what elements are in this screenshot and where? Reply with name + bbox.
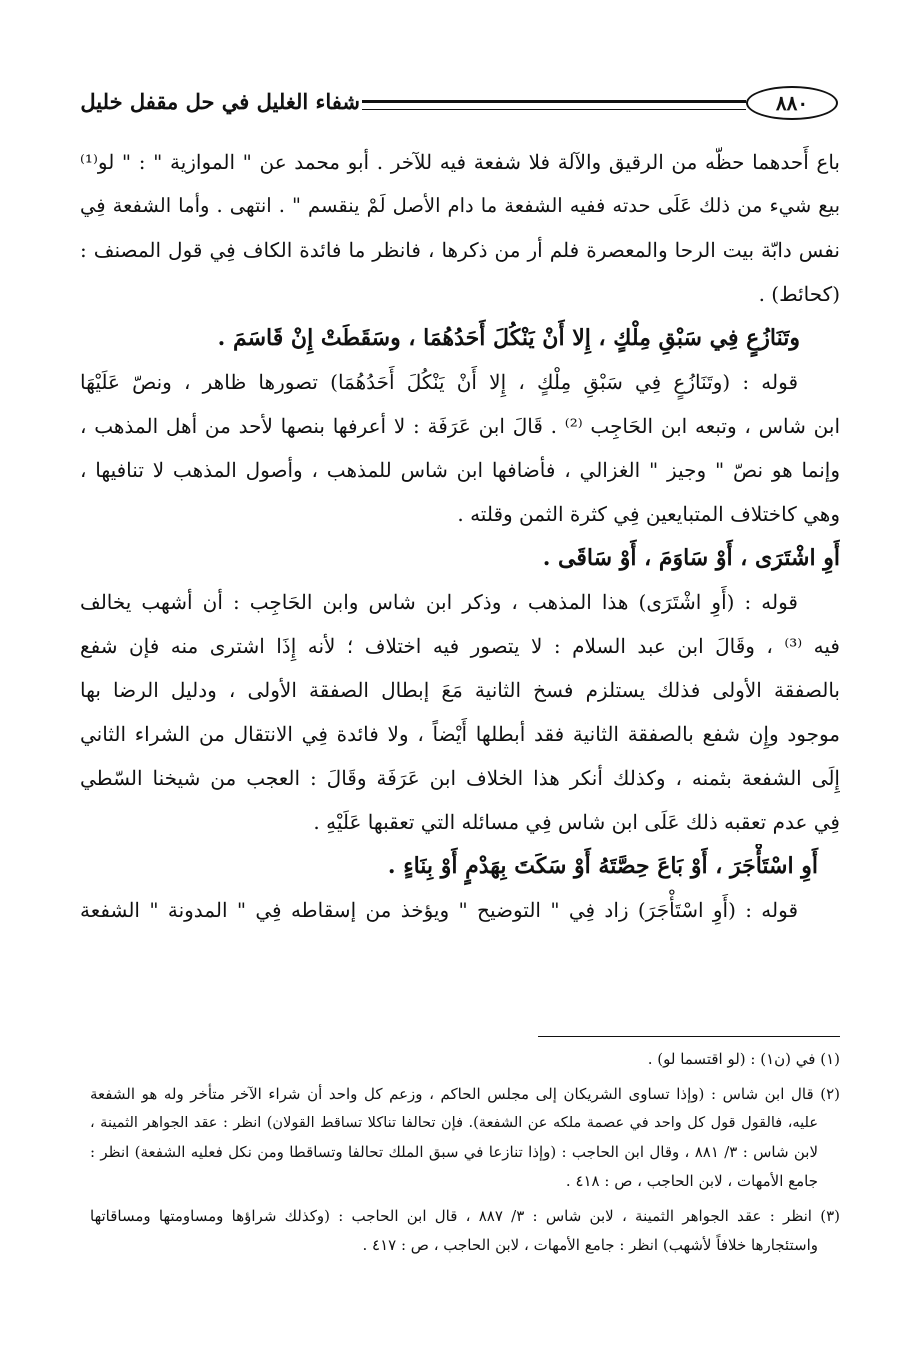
footnote-line: عليه، فالقول قول كل واحد في عصمة ملكه عن الشفعة). فإن تحالفا تناكلا تساقط القولان) انظر : عقد الجواهر الثمينة ، <box>90 1115 818 1131</box>
text-line: قوله : (أَوِ اسْتَأْجَرَ) زاد فِي " التوضيح " ويؤخذ من إسقاطه فِي " المدونة " الشفعة <box>80 898 798 922</box>
text-line: موجود وإِن شفع بالصفقة الثانية فقد أبطلها أَيْضاً ، ولا فائدة فِي الانتقال من الشراء الثاني <box>80 722 840 746</box>
main-text <box>80 140 840 932</box>
footnote-line: (٢) قال ابن شاس : (وإذا تساوى الشريكان إلى مجلس الحاكم ، وزعم كل واحد أن شراء الآخر متأخر وله هو الشفعة <box>90 1085 840 1103</box>
text-line: نفس دابّة بيت الرحا والمعصرة فلم أر من ذكرها ، فانظر ما فائدة الكاف فِي قول المصنف : <box>80 238 840 262</box>
text-line: قوله : (وتَنَازُعٍ فِي سَبْقِ مِلْكٍ ، إِلا أَنْ يَنْكُلَ أَحَدُهُمَا) تصورها ظاهر ، ونصّ عَلَيْهَا <box>80 370 798 394</box>
footnote-separator <box>538 1036 840 1037</box>
text-line: إِلَى الشفعة بثمنه ، وكذلك أنكر هذا الخلاف ابن عَرَفَة وقَالَ : العجب من شيخنا السّطي <box>80 766 840 790</box>
header-rule <box>362 100 746 110</box>
footnote-line: واستئجارها خلافاً لأشهب) انظر : جامع الأمهات ، لابن الحاجب ، ص : ٤١٧ . <box>362 1236 818 1254</box>
footnote-line: (٣) انظر : عقد الجواهر الثمينة ، لابن شاس : ٣/ ٨٨٧ ، قال ابن الحاجب : (وكذلك شراؤها ومساومتها ومساقاتها <box>90 1207 840 1225</box>
running-title: شفاء الغليل في حل مقفل خليل <box>80 89 360 114</box>
text-line: ابن شاس ، وتبعه ابن الحَاجِب ⁽²⁾ . قَالَ ابن عَرَفَة : لا أعرفها بنصها لأحد من أهل المذهب ، <box>80 414 840 438</box>
page-number: ٨٨٠ <box>746 86 838 120</box>
matn-line: وتَنَازُعٍ فِي سَبْقِ مِلْكٍ ، إِلا أَنْ يَنْكُلَ أَحَدُهُمَا ، وسَقَطَتْ إِنْ قَاسَمَ . <box>217 325 800 351</box>
text-line: وإنما هو نصّ " وجيز " الغزالي ، فأضافها ابن شاس للمذهب ، وأصول المذهب لا تنافيها ، <box>80 458 840 482</box>
footnotes <box>90 1045 840 1260</box>
footnote-line: جامع الأمهات ، لابن الحاجب ، ص : ٤١٨ . <box>565 1172 818 1190</box>
text-line: وهي كاختلاف المتبايعين فِي كثرة الثمن وقلته . <box>457 502 840 526</box>
matn-line: أَوِ اسْتَأْجَرَ ، أَوْ بَاعَ حِصَّتَهُ أَوْ سَكَتَ بِهَدْمٍ أَوْ بِنَاءٍ . <box>387 853 818 879</box>
text-line: فيه ⁽³⁾ ، وقَالَ ابن عبد السلام : لا يتصور فيه اختلاف ؛ لأنه إِذَا اشترى منه فإن شفع <box>80 634 840 658</box>
text-line: فِي عدم تعقبه ذلك عَلَى ابن شاس فِي مسائله التي تعقبها عَلَيْهِ . <box>313 810 840 834</box>
matn-line: أَوِ اشْتَرَى ، أَوْ سَاوَمَ ، أَوْ سَاقَى . <box>542 545 840 571</box>
text-line: بالصفقة الأولى فذلك يستلزم فسخ الثانية مَعَ إبطال الصفقة الأولى ، ودليل الرضا بها <box>80 678 840 702</box>
text-line: بيع شيء من ذلك عَلَى حدته ففيه الشفعة ما دام الأصل لَمْ ينقسم " . انتهى . وأما الشفعة فِي <box>80 194 840 217</box>
footnote-line: (١) في (ن١) : (لو اقتسما لو) . <box>647 1050 840 1068</box>
footnote-line: لابن شاس : ٣/ ٨٨١ ، وقال ابن الحاجب : (وإذا تنازعا في سبق الملك تحالفا وتساقطا ومن نكل فعليه الشفعة) انظر : <box>90 1143 818 1161</box>
text-line: قوله : (أَوِ اشْتَرَى) هذا المذهب ، وذكر ابن شاس وابن الحَاجِب : أن أشهب يخالف <box>80 590 798 614</box>
text-line: باع أَحدهما حظّه من الرقيق والآلة فلا شفعة فيه للآخر . أبو محمد عن " الموازية " : " لو⁽¹⁾ <box>80 150 840 174</box>
text-line: (كحائط) . <box>758 282 840 306</box>
